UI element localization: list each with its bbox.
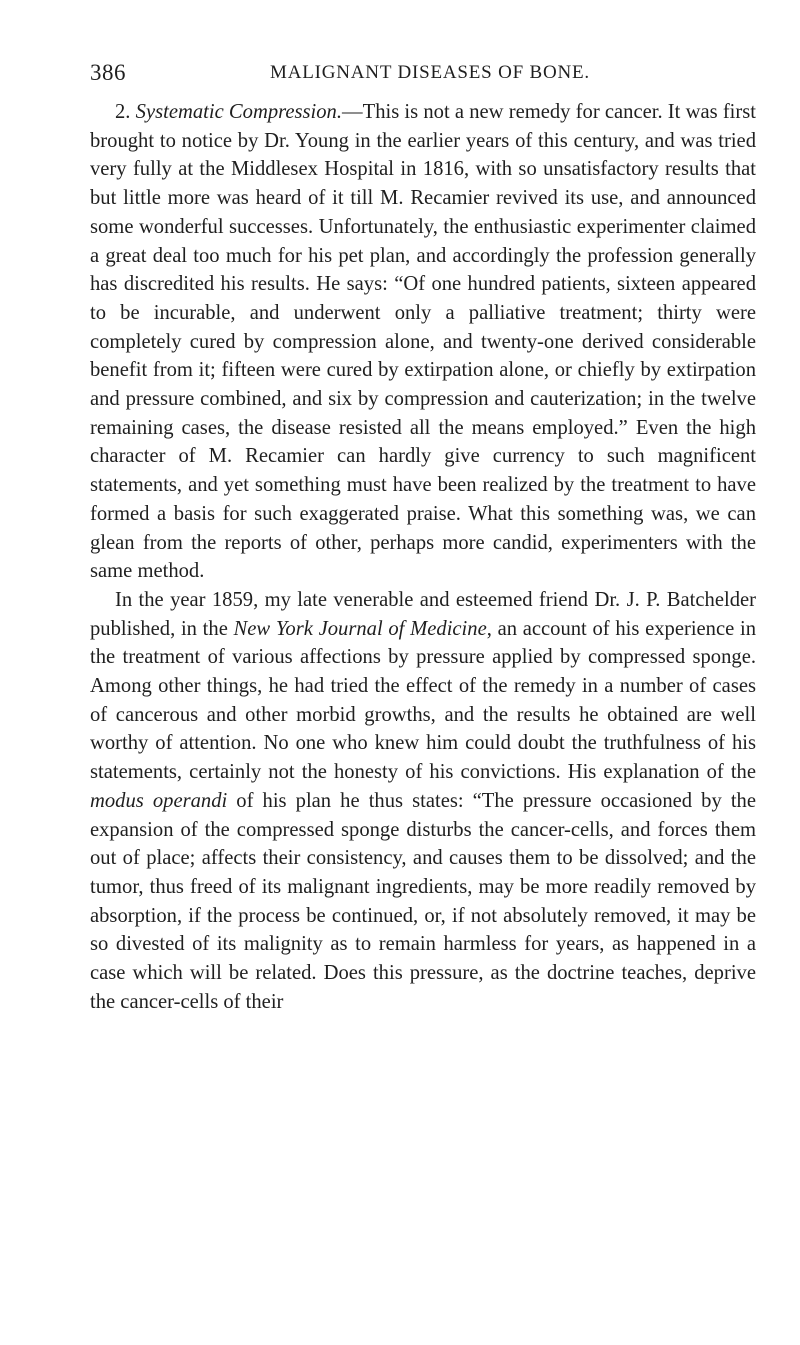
paragraph-batchelder bbox=[90, 586, 756, 1017]
journal-title: New York Journal of Medicine bbox=[233, 617, 487, 640]
paragraph-text: , an account of his experience in the treatment of various affections by pressure applied by compressed sponge. Among other things, he had tried the effect of the remedy in a number of cases of cancerous and other morbid growths, and the results he obtained are well worthy of attention. No one who knew him could doubt the truthfulness of his statements, certainly not the honesty of his convictions. His explanation of the bbox=[90, 617, 756, 784]
section-heading: Systematic Compression. bbox=[135, 101, 343, 123]
running-title: MALIGNANT DISEASES OF BONE. bbox=[270, 62, 590, 83]
running-head bbox=[90, 60, 750, 88]
paragraph-text: —This is not a new remedy for cancer. It was first brought to notice by Dr. Young in the earlier years of this century, and was tried very fully at the Middlesex Hospital in 1816, with so unsatisfactory results that but little more was heard of it till M. Recamier revived its use, and announced some wonderful successes. Unfortunately, the enthusiastic experimenter claimed a great deal too much for his pet plan, and accordingly the profession generally has discredited his results. He says: “Of one hundred patients, sixteen appeared to be incurable, and underwent only a palliative treatment; thirty were completely cured by compression alone, and twenty-one derived considerable benefit from it; fifteen were cured by extirpation alone, or chiefly by extirpation and pressure combined, and six by compression and cauterization; in the twelve remaining cases, the disease resisted all the means employed.” Even the high character of M. Recamier can hardly give currency to such magnificent statements, and yet something must have been realized by the treatment to have formed a basis for such exaggerated praise. What this something was, we can glean from the reports of other, perhaps more candid, experimenters with the same method. bbox=[90, 101, 756, 583]
paragraph-text: In the year 1859, my late venerable and esteemed friend Dr. J. P. Batchelder published, in the bbox=[90, 588, 756, 640]
latin-phrase: modus operandi bbox=[90, 789, 228, 812]
paragraph-text: of his plan he thus states: “The pressure occasioned by the expansion of the compressed sponge disturbs the cancer-cells, and forces them out of place; affects their consistency, and causes them to be dissolved; and the tumor, thus freed of its malignant ingredients, may be more readily removed by absorption, if the process be continued, or, if not absolutely removed, it may be so divested of its malignity as to remain harmless for years, as happened in a case which will be related. Does this pressure, as the doctrine teaches, deprive the cancer-cells of their bbox=[90, 789, 756, 1013]
body-text bbox=[90, 98, 756, 1017]
page-number: 386 bbox=[90, 60, 126, 85]
paragraph-systematic-compression bbox=[90, 98, 756, 586]
section-number: 2. bbox=[115, 101, 131, 123]
